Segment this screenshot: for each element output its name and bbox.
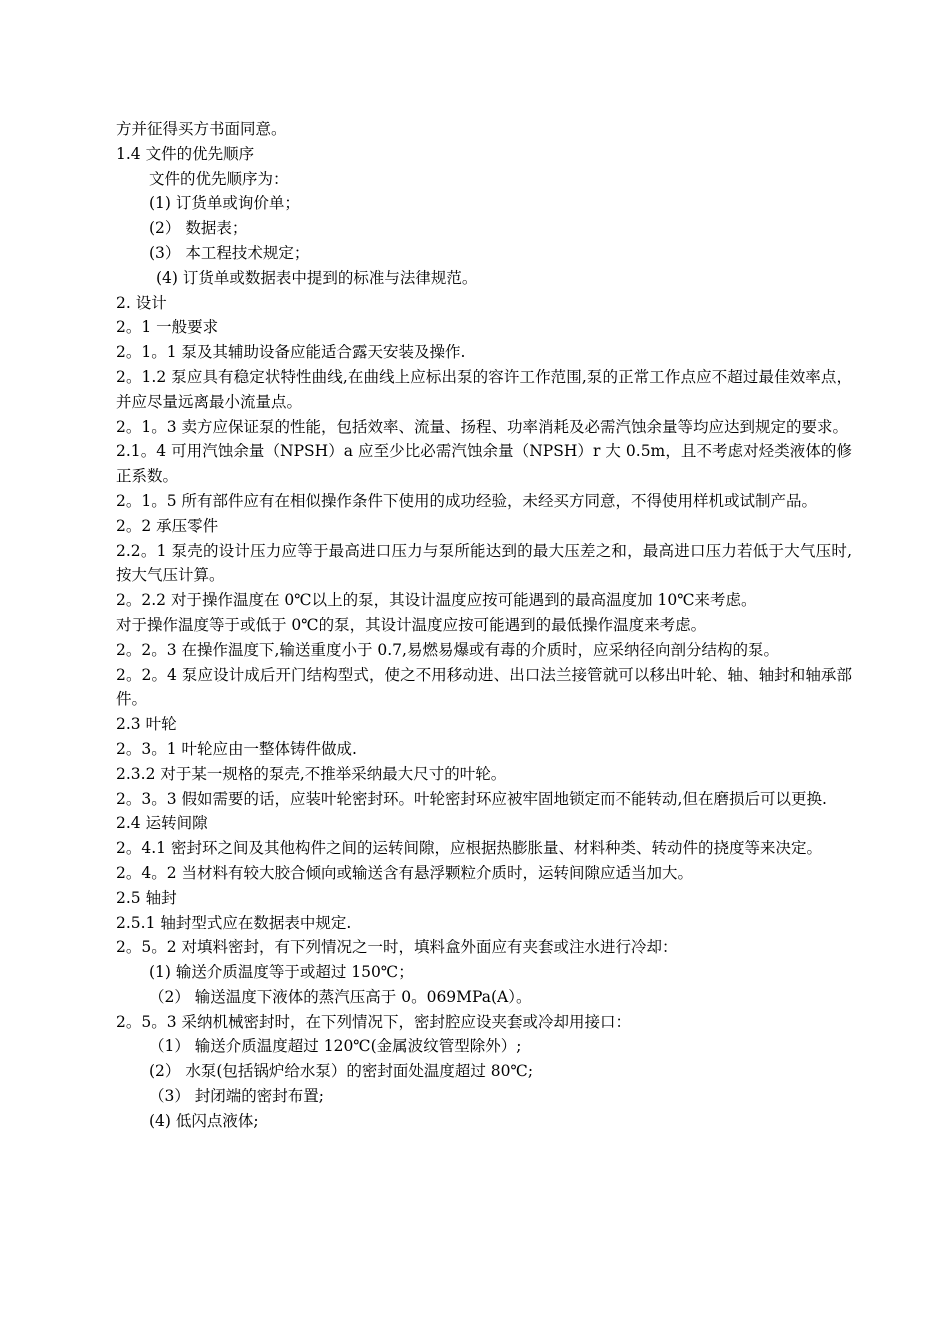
section-heading: 2。2 承压零件 bbox=[116, 516, 219, 535]
document-body bbox=[116, 117, 852, 1134]
paragraph: 2。1。5 所有部件应有在相似操作条件下使用的成功经验，未经买方同意，不得使用样机或试制产品。 bbox=[116, 491, 818, 510]
list-item: （2） 输送温度下液体的蒸汽压高于 0。069MPa(A）。 bbox=[149, 987, 532, 1006]
paragraph: 2。4。2 当材料有较大胶合倾向或输送含有悬浮颗粒介质时，运转间隙应适当加大。 bbox=[116, 863, 694, 882]
paragraph: 2。5。2 对填料密封，有下列情况之一时，填料盒外面应有夹套或注水进行冷却： bbox=[116, 938, 678, 957]
section-heading: 2.4 运转间隙 bbox=[116, 814, 208, 833]
section-heading: 2.3 叶轮 bbox=[116, 715, 177, 734]
paragraph: 2。3。1 叶轮应由一整体铸件做成. bbox=[116, 739, 357, 758]
paragraph: 2。1。3 卖方应保证泵的性能，包括效率、流量、扬程、功率消耗及必需汽蚀余量等均应达到规定的要求。 bbox=[116, 417, 849, 436]
list-item: (2） 数据表； bbox=[149, 219, 248, 238]
list-item: （1） 输送介质温度超过 120℃(金属波纹管型除外）; bbox=[149, 1037, 522, 1056]
list-item: （3） 封闭端的密封布置; bbox=[149, 1087, 325, 1106]
section-heading: 2。1 一般要求 bbox=[116, 318, 219, 337]
list-item: (4) 订货单或数据表中提到的标准与法律规范。 bbox=[156, 268, 478, 287]
paragraph: 2.5.1 轴封型式应在数据表中规定. bbox=[116, 913, 352, 932]
paragraph: 2。1.2 泵应具有稳定状特性曲线,在曲线上应标出泵的容许工作范围,泵的正常工作点应不超过最佳效率点，并应尽量远离最小流量点。 bbox=[116, 367, 852, 411]
list-item: (4) 低闪点液体; bbox=[149, 1111, 259, 1130]
paragraph: 2.1。4 可用汽蚀余量（NPSH）a 应至少比必需汽蚀余量（NPSH）r 大 0.5m，且不考虑对烃类液体的修正系数。 bbox=[116, 442, 852, 486]
paragraph: 2。1。1 泵及其辅助设备应能适合露天安装及操作. bbox=[116, 343, 466, 362]
section-heading: 2. 设计 bbox=[116, 293, 167, 312]
paragraph: 方并征得买方书面同意。 bbox=[116, 120, 287, 138]
list-item: (3） 本工程技术规定； bbox=[149, 243, 310, 262]
section-heading: 2.5 轴封 bbox=[116, 888, 177, 907]
section-heading: 1.4 文件的优先顺序 bbox=[116, 144, 255, 163]
paragraph: 2.2。1 泵壳的设计压力应等于最高进口压力与泵所能达到的最大压差之和，最高进口压力若低于大气压时,按大气压计算。 bbox=[116, 541, 852, 585]
paragraph: 2。2。3 在操作温度下,输送重度小于 0.7,易燃易爆或有毒的介质时，应采纳径向剖分结构的泵。 bbox=[116, 640, 779, 659]
paragraph: 对于操作温度等于或低于 0℃的泵，其设计温度应按可能遇到的最低操作温度来考虑。 bbox=[116, 615, 707, 634]
paragraph: 2。2.2 对于操作温度在 0℃以上的泵，其设计温度应按可能遇到的最高温度加 10℃来考虑。 bbox=[116, 591, 757, 610]
paragraph: 2.3.2 对于某一规格的泵壳,不推举采纳最大尺寸的叶轮。 bbox=[116, 764, 507, 783]
paragraph: 2。2。4 泵应设计成后开门结构型式，使之不用移动进、出口法兰接管就可以移出叶轮、轴、轴封和轴承部件。 bbox=[116, 665, 852, 709]
list-item: (2） 水泵(包括锅炉给水泵）的密封面处温度超过 80℃; bbox=[149, 1062, 534, 1081]
list-item: (1) 输送介质温度等于或超过 150℃； bbox=[149, 963, 414, 982]
paragraph: 2。3。3 假如需要的话，应装叶轮密封环。叶轮密封环应被牢固地锁定而不能转动,但在磨损后可以更换. bbox=[116, 789, 827, 808]
list-item: (1) 订货单或询价单； bbox=[149, 194, 300, 213]
paragraph: 文件的优先顺序为： bbox=[149, 169, 289, 188]
paragraph: 2。5。3 采纳机械密封时，在下列情况下，密封腔应设夹套或冷却用接口： bbox=[116, 1012, 632, 1031]
paragraph: 2。4.1 密封环之间及其他构件之间的运转间隙，应根据热膨胀量、材料种类、转动件的挠度等来决定。 bbox=[116, 839, 822, 858]
